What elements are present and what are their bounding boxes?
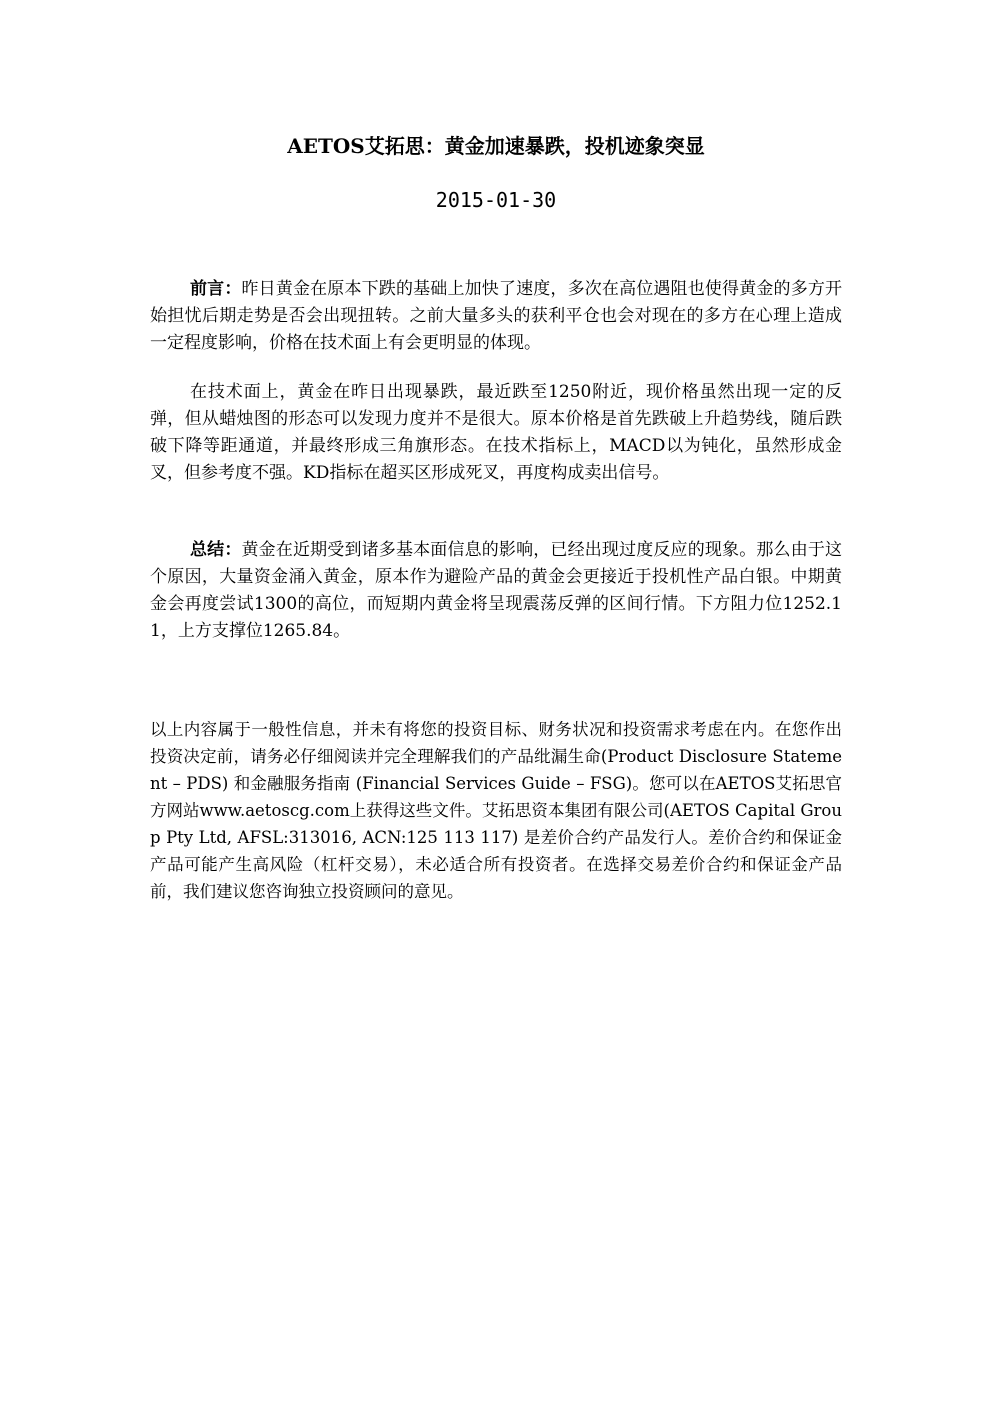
paragraph-preface (150, 276, 842, 357)
paragraph-text: 黄金在近期受到诸多基本面信息的影响，已经出现过度反应的现象。那么由于这个原因，大量资金涌入黄金，原本作为避险产品的黄金会更接近于投机性产品白银。中期黄金会再度尝试1300的高位，而短期内黄金将呈现震荡反弹的区间行情。下方阻力位1252.11，上方支撑位1265.84。 (150, 540, 843, 641)
paragraph-technical (150, 379, 842, 487)
document-title: AETOS艾拓思：黄金加速暴跌，投机迹象突显 (287, 134, 705, 158)
paragraph-summary (150, 537, 842, 645)
document-date: 2015-01-30 (435, 188, 557, 212)
disclaimer-text: 以上内容属于一般性信息，并未有将您的投资目标、财务状况和投资需求考虑在内。在您作出投资决定前，请务必仔细阅读并完全理解我们的产品纰漏生命(Product Disclosure Statement – PDS) 和金融服务指南 (Financial Services Guide – FSG)。您可以在AETOS艾拓思官方网站www.aetoscg.com上获得这些文件。艾拓思资本集团有限公司(AETOS Capital Group Pty Ltd, AFSL:313016, ACN:125 113 117) 是差价合约产品发行人。差价合约和保证金产品可能产生高风险（杠杆交易），未必适合所有投资者。在选择交易差价合约和保证金产品前，我们建议您咨询独立投资顾问的意见。 (150, 720, 842, 901)
paragraph-text: 在技术面上，黄金在昨日出现暴跌，最近跌至1250附近，现价格虽然出现一定的反弹，但从蜡烛图的形态可以发现力度并不是很大。原本价格是首先跌破上升趋势线，随后跌破下降等距通道，并最终形成三角旗形态。在技术指标上，MACD以为钝化，虽然形成金叉，但参考度不强。KD指标在超买区形成死叉，再度构成卖出信号。 (150, 382, 842, 483)
paragraph-lead-label: 总结： (190, 540, 242, 560)
paragraph-text: 昨日黄金在原本下跌的基础上加快了速度，多次在高位遇阻也使得黄金的多方开始担忧后期走势是否会出现扭转。之前大量多头的获利平仓也会对现在的多方在心理上造成一定程度影响，价格在技术面上有会更明显的体现。 (150, 279, 843, 353)
paragraph-lead-label: 前言： (190, 279, 242, 299)
